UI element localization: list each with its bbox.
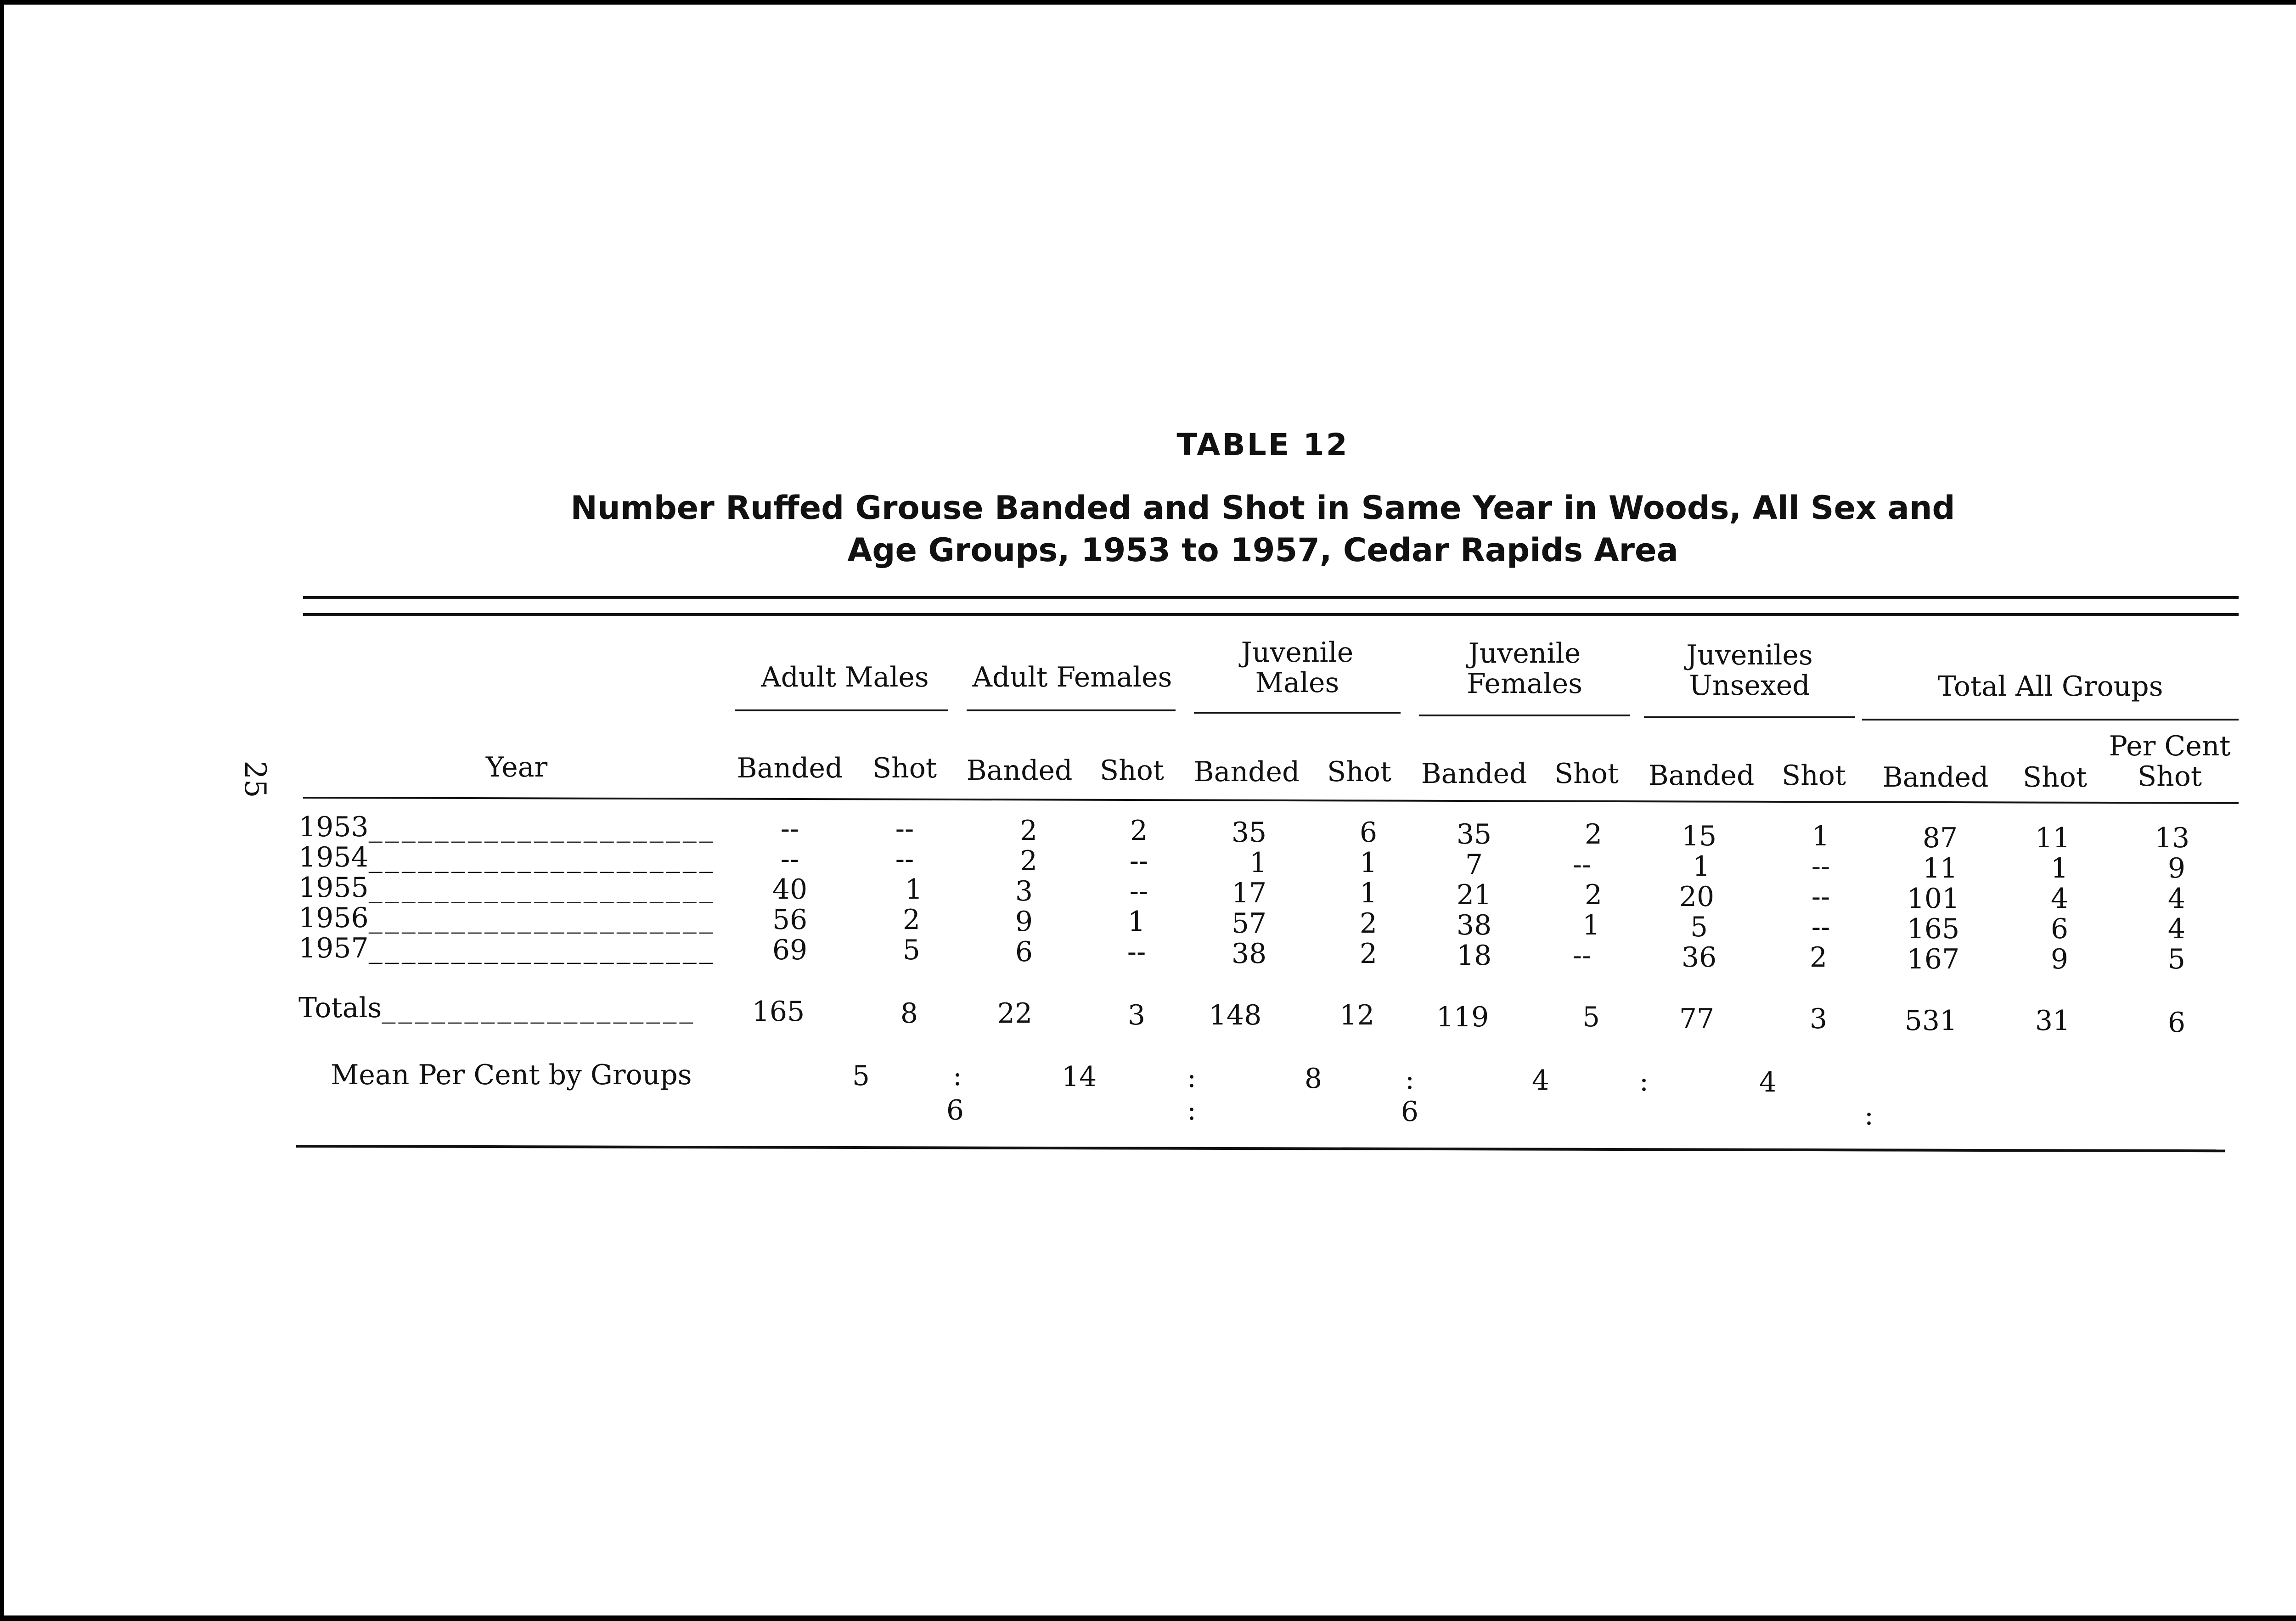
mean-value-adult-females: 14 — [1061, 1061, 1097, 1093]
totals-cell: 77 — [1679, 1003, 1715, 1035]
table-title — [551, 487, 1975, 571]
totals-cell: 5 — [1582, 1001, 1600, 1033]
subheader-banded: Banded — [1421, 758, 1527, 790]
subheader-shot: Shot — [1782, 760, 1846, 792]
table-cell: 2 — [1809, 941, 1828, 974]
header-total-all-groups — [1864, 671, 2236, 702]
table-cell: -- — [1572, 849, 1592, 881]
table-cell: 1 — [1359, 847, 1378, 879]
row-1956-year — [298, 903, 716, 933]
table-cell: 11 — [2035, 822, 2071, 854]
table-cell: 6 — [2050, 913, 2069, 945]
mean-separator: : — [1187, 1094, 1197, 1126]
subheader-shot: Shot — [1100, 754, 1164, 787]
header-juveniles-unsexed-line-1: Juveniles — [1686, 639, 1813, 671]
table-cell: 6 — [1359, 816, 1378, 849]
table-cell: -- — [1811, 881, 1830, 913]
table-label: TABLE 12 — [1176, 427, 1349, 462]
table-cell: 4 — [2167, 883, 2186, 915]
scan-border-left — [0, 0, 4, 1621]
table-cell: 9 — [2167, 852, 2186, 884]
totals-cell: 22 — [997, 997, 1033, 1030]
header-adult-males — [735, 662, 955, 692]
mean-separator: : — [1639, 1065, 1649, 1098]
table-cell: -- — [1127, 936, 1146, 968]
totals-cell: 148 — [1209, 999, 1262, 1031]
dot-leader: _____________________ — [368, 932, 716, 964]
scan-border-top — [0, 0, 2296, 5]
header-underline-adult-males — [735, 709, 948, 711]
row-totals-label — [298, 993, 696, 1023]
subheader-shot: Shot — [1554, 758, 1619, 790]
table-cell: 1 — [1692, 850, 1711, 883]
subheader-per-cent-line-2: Shot — [2138, 760, 2202, 793]
table-cell: 11 — [1922, 852, 1958, 884]
table-cell: 36 — [1681, 941, 1717, 974]
table-cell: 2 — [1359, 938, 1378, 970]
header-juvenile-females-line-2: Females — [1466, 668, 1582, 700]
row-1954-year — [298, 842, 716, 872]
table-cell: 101 — [1907, 883, 1960, 915]
row-year-label: 1953 — [298, 811, 369, 843]
totals-cell: 12 — [1339, 999, 1375, 1031]
header-juvenile-females — [1419, 638, 1630, 699]
mean-combined-adults: 6 — [946, 1094, 964, 1126]
mean-per-cent-label: Mean Per Cent by Groups — [331, 1059, 692, 1091]
top-rule-lower — [303, 613, 2239, 616]
table-cell: 38 — [1231, 938, 1267, 970]
table-title-line-2: Age Groups, 1953 to 1957, Cedar Rapids Area — [847, 531, 1678, 569]
table-cell: 17 — [1231, 877, 1267, 909]
table-cell: 2 — [1019, 815, 1038, 847]
table-cell: 1 — [1127, 906, 1146, 938]
header-underline-total-all-groups — [1862, 719, 2239, 720]
totals-cell: 531 — [1904, 1005, 1958, 1037]
stub-header-year: Year — [485, 751, 548, 783]
table-cell: 167 — [1907, 943, 1960, 975]
table-cell: 9 — [1015, 906, 1033, 938]
table-cell: 2 — [1019, 845, 1038, 877]
subheader-per-cent-line-1: Per Cent — [2109, 730, 2231, 762]
top-rule-upper — [303, 596, 2239, 599]
table-cell: 1 — [1812, 820, 1830, 852]
header-underline-juvenile-females — [1419, 715, 1630, 716]
table-cell: 6 — [1015, 936, 1033, 968]
subheader-shot: Shot — [872, 752, 937, 784]
mean-separator: : — [952, 1060, 962, 1092]
table-cell: -- — [1129, 875, 1148, 907]
dot-leader: _____________________ — [368, 811, 716, 843]
header-total-all-groups-label: Total All Groups — [1937, 670, 2163, 703]
mean-combined-juveniles: 6 — [1401, 1096, 1419, 1128]
mean-value-adult-males: 5 — [852, 1060, 870, 1092]
table-cell: 9 — [2050, 943, 2069, 975]
header-juvenile-females-line-1: Juvenile — [1468, 637, 1581, 670]
row-year-label: 1956 — [298, 902, 369, 934]
table-cell: -- — [780, 813, 799, 845]
table-cell: 1 — [1249, 847, 1267, 879]
page-number: 25 — [238, 760, 272, 798]
table-cell: 2 — [902, 904, 921, 936]
mean-separator: : — [1405, 1064, 1415, 1096]
dot-leader: ___________________ — [382, 992, 696, 1024]
scan-border-bottom — [0, 1615, 2296, 1621]
table-cell: 1 — [1582, 909, 1600, 941]
table-cell: -- — [780, 843, 799, 875]
row-1957-year — [298, 933, 716, 963]
header-underline-juveniles-unsexed — [1644, 716, 1855, 718]
header-juvenile-males-line-2: Males — [1255, 667, 1339, 699]
table-cell: 2 — [1584, 818, 1603, 850]
totals-cell: 31 — [2035, 1005, 2071, 1037]
header-underline-juvenile-males — [1194, 712, 1401, 714]
table-cell: 56 — [772, 904, 808, 936]
row-1953-year — [298, 812, 716, 842]
table-cell: 4 — [2050, 883, 2069, 915]
table-cell: 2 — [1359, 907, 1378, 940]
table-cell: -- — [1572, 940, 1592, 972]
table-cell: 4 — [2167, 913, 2186, 945]
row-year-label: 1954 — [298, 841, 369, 873]
table-cell: 5 — [902, 934, 921, 966]
table-cell: 2 — [1584, 879, 1603, 911]
table-cell: 57 — [1231, 907, 1267, 940]
row-year-label: 1957 — [298, 932, 369, 964]
table-title-line-1: Number Ruffed Grouse Banded and Shot in Same Year in Woods, All Sex and — [570, 489, 1955, 527]
table-cell: 1 — [905, 873, 923, 906]
mean-value-juvenile-males: 8 — [1304, 1063, 1322, 1095]
header-adult-females — [960, 662, 1185, 692]
table-cell: 1 — [2050, 852, 2069, 884]
table-cell: -- — [1129, 845, 1148, 877]
mean-separator: : — [1864, 1099, 1874, 1131]
dot-leader: _____________________ — [368, 902, 716, 934]
row-year-label: 1955 — [298, 872, 369, 904]
subheader-banded: Banded — [737, 752, 843, 784]
table-cell: 5 — [1690, 911, 1708, 943]
header-underline-adult-females — [967, 709, 1176, 711]
header-bottom-rule — [303, 797, 2239, 804]
table-cell: -- — [1811, 850, 1830, 883]
table-cell: 87 — [1922, 822, 1958, 854]
table-cell: 7 — [1465, 849, 1483, 881]
subheader-banded: Banded — [1648, 760, 1755, 792]
totals-cell: 165 — [752, 996, 805, 1028]
table-cell: 15 — [1681, 820, 1717, 852]
header-juveniles-unsexed — [1644, 640, 1855, 701]
row-1955-year — [298, 872, 716, 903]
header-adult-males-label: Adult Males — [761, 661, 929, 693]
table-cell: 69 — [772, 934, 808, 966]
table-cell: 38 — [1456, 909, 1492, 941]
table-cell: 20 — [1679, 881, 1715, 913]
table-cell: 13 — [2154, 822, 2190, 854]
mean-separator: : — [1187, 1062, 1197, 1094]
dot-leader: _____________________ — [368, 841, 716, 873]
table-cell: 2 — [1130, 815, 1148, 847]
table-cell: 3 — [1015, 875, 1033, 907]
table-cell: 21 — [1456, 879, 1492, 911]
totals-label: Totals — [298, 992, 382, 1024]
table-cell: -- — [895, 843, 914, 875]
subheader-banded: Banded — [966, 754, 1073, 787]
header-juvenile-males — [1194, 637, 1401, 698]
header-juveniles-unsexed-line-2: Unsexed — [1689, 670, 1810, 702]
header-juvenile-males-line-1: Juvenile — [1241, 636, 1354, 669]
subheader-per-cent-shot — [2099, 731, 2241, 792]
table-cell: 40 — [772, 873, 808, 906]
table-cell: 165 — [1907, 913, 1960, 945]
mean-value-juvenile-females: 4 — [1531, 1064, 1550, 1097]
table-cell: 35 — [1231, 816, 1267, 849]
table-bottom-rule — [296, 1145, 2225, 1152]
totals-cell: 6 — [2167, 1007, 2186, 1039]
totals-cell: 119 — [1436, 1001, 1489, 1033]
table-cell: -- — [895, 813, 914, 845]
table-cell: 1 — [1359, 877, 1378, 909]
table-cell: -- — [1811, 911, 1830, 943]
subheader-shot: Shot — [2023, 761, 2087, 794]
mean-value-juveniles-unsexed: 4 — [1759, 1066, 1777, 1098]
table-cell: 5 — [2167, 943, 2186, 975]
table-cell: 35 — [1456, 818, 1492, 850]
totals-cell: 3 — [1809, 1003, 1828, 1035]
subheader-banded: Banded — [1882, 761, 1989, 794]
subheader-banded: Banded — [1193, 756, 1300, 788]
subheader-shot: Shot — [1327, 756, 1391, 788]
totals-cell: 8 — [900, 997, 918, 1030]
totals-cell: 3 — [1127, 999, 1146, 1031]
dot-leader: _____________________ — [368, 872, 716, 904]
header-adult-females-label: Adult Females — [972, 661, 1172, 693]
table-cell: 18 — [1456, 940, 1492, 972]
